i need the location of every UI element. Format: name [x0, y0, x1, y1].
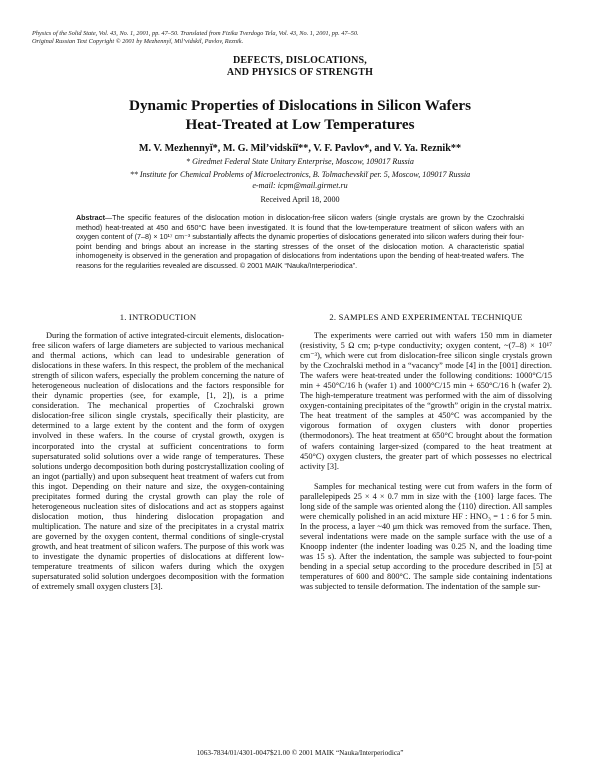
- section-heading-samples: 2. SAMPLES AND EXPERIMENTAL TECHNIQUE: [329, 312, 523, 322]
- abstract: [76, 214, 524, 272]
- body-paragraph: Samples for mechanical testing were cut from wafers in the form of parallelepipeds 25 × 4 × 0.7 mm in size with the {100} large faces. The long side of the sample was oriented along the ⟨110⟩ direction. All samples were chemically polished in an acid mixture HF : HNO₃ = 1 : 6 for 5 min. In the process, a layer ~40 μm thick was removed from the surface. Then, several indentations were made on the sample surface with the use of a Knoopp indenter (the indenter loading was 0.25 N, and the loading time was 15 s). After the indentation, the sample was subjected to four-point bending in a special setup according to the procedure described in [5] at temperatures of 600 and 800°C. The sample side containing indentations was subjected to tensile deformation. The indentation of the sample sur-: [300, 481, 552, 592]
- section-category: [160, 55, 440, 78]
- right-column: [300, 312, 552, 592]
- abstract-text: —The specific features of the dislocation motion in dislocation-free silicon wafers (single crystals are grown by the Czochralski method) heat-treated at 450 and 650°C have been investigated. It is found that the low-temperature treatment of silicon wafers with an oxygen content of (7–8) × 10¹⁷ cm⁻³ substantially affects the dynamic properties of dislocations generated into silicon wafers during their four-point bending and brings about an increase in the starting stresses of the onset of the dislocation motion. A characteristic spatial inhomogeneity is observed in the generation and propagation of dislocations from indentations upon the bending of heat-treated wafers. The reasons for the regularities revealed are discussed. © 2001 MAIK “Nauka/Interperiodica”.: [76, 214, 524, 270]
- abstract-label: Abstract: [76, 214, 105, 222]
- section-heading-introduction: 1. INTRODUCTION: [119, 312, 197, 322]
- affiliation-2: ** Institute for Chemical Problems of Microelectronics, B. Tolmachevskiĭ per. 5, Moscow, 109017 Russia: [129, 170, 471, 179]
- affiliation-1: * Giredmet Federal State Unitary Enterprise, Moscow, 109017 Russia: [186, 157, 414, 166]
- paper-title-line-2: Heat-Treated at Low Temperatures: [185, 116, 415, 133]
- body-paragraph: During the formation of active integrated-circuit elements, dislocation-free silicon wafers of large diameters are subjected to various mechanical and thermal actions, which can lead to undesirable generation of dislocations in these wafers. In this respect, the problem of the mechanical strength of silicon wafers, especially the problem concerning the nature of heterogeneous nucleation of dislocations and the factors responsible for their dynamic properties (see, for example, [1, 2]), is a prime consideration. The mechanical properties of Czochralski grown dislocation-free silicon single crystals, specifically their plasticity, are determined to a large extent by the content and the form of oxygen involved in these wafers. In the course of crystal growth, oxygen is incorporated into the crystal at sufficient concentrations to form supersaturated solid solutions over a wide range of temperatures. These solutions undergo decomposition both during postcrystallization cooling of an ingot (partially) and upon subsequent heat treatment of wafers cut from this ingot. Depending on their nature and size, the oxygen-containing precipitates formed during the crystal growth can play the role of heterogeneous nucleation sites of dislocations and act as stoppers against dislocation motion, thus hindering dislocation propagation and multiplication. The nature and size of the precipitates in a crystal matrix are governed by the oxygen content, thermal conditions of single-crystal growth, and heat treatment of silicon wafers. The purpose of this work was to investigate the dynamic properties of dislocations at different low-temperature treatments of silicon wafers during which the oxygen supersaturated solid solution undergoes decomposition with the formation of extremely small oxygen clusters [3].: [32, 331, 284, 592]
- journal-header-note: [32, 30, 572, 46]
- left-column: [32, 312, 284, 592]
- paper-title-line-1: Dynamic Properties of Dislocations in Silicon Wafers: [129, 97, 471, 114]
- received-date: Received April 18, 2000: [260, 195, 340, 204]
- body-paragraph: The experiments were carried out with wafers 150 mm in diameter (resistivity, 5 Ω cm; p-type conductivity; oxygen content, ~(7–8) × 10¹⁷ cm⁻³), which were cut from dislocation-free silicon single crystals grown by the Czochralski method in a “vacancy” mode [4] in the [001] direction. The wafers were heat-treated under the following conditions: 1000°C/15 min + 450°C/16 h (wafer 1) and 1000°C/15 min + 650°C/16 h (wafer 2). The high-temperature treatment was performed with the aim of dissolving oxygen-containing precipitates of the “growth” origin in the crystal matrix. The heat treatment of the samples at 450°C was accompanied by the vigorous formation of oxygen clusters with donor properties (thermodonors). The heat treatment at 650°C brought about the formation of wafers containing larger-sized (compared to the heat treatment at 450°C) oxygen clusters, the greater part of which possesses no electrical activity [3].: [300, 331, 552, 471]
- copyright-line: Original Russian Text Copyright © 2001 by Mezhennyĭ, Mil’vidskiĭ, Pavlov, Reznik.: [32, 38, 244, 45]
- paper-title: [40, 96, 560, 134]
- contact-email: e-mail: icpm@mail.girmet.ru: [252, 181, 348, 190]
- section-category-line-2: AND PHYSICS OF STRENGTH: [226, 66, 374, 78]
- author-list: M. V. Mezhennyĭ*, M. G. Mil’vidskiĭ**, V. F. Pavlov*, and V. Ya. Reznik**: [138, 143, 462, 154]
- page-footer: 1063-7834/01/4301-0047$21.00 © 2001 MAIK “Nauka/Interperiodica”: [196, 749, 404, 757]
- journal-citation-line: Physics of the Solid State, Vol. 43, No. 1, 2001, pp. 47–50. Translated from Fizika Tverdogo Tela, Vol. 43, No. 1, 2001, pp. 47–50.: [32, 30, 359, 37]
- section-category-line-1: DEFECTS, DISLOCATIONS,: [233, 55, 367, 66]
